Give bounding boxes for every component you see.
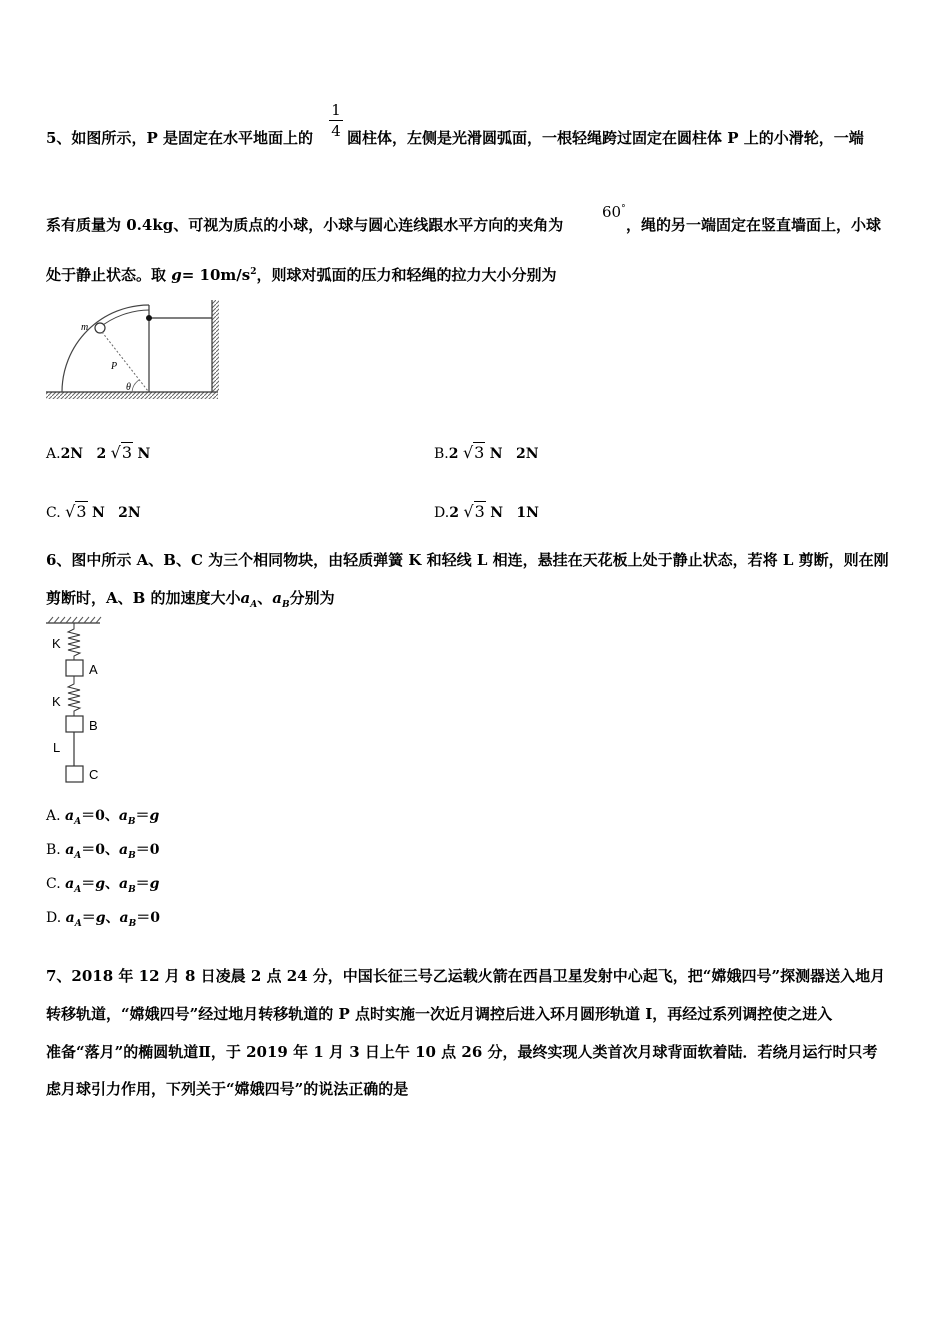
q5-line1-b: 圆柱体，左侧是光滑圆弧面，一根轻绳跨过固定在圆柱体 P 上的小滑轮，一端	[347, 129, 864, 147]
q6-fig-a: A	[89, 662, 98, 677]
q6-fig-k1: K	[52, 636, 61, 651]
q5-line2-a: 系有质量为 0.4kg、可视为质点的小球，小球与圆心连线跟水平方向的夹角为	[46, 216, 564, 234]
q5-line2-b: ，绳的另一端固定在竖直墙面上，小球	[626, 216, 882, 234]
q7-line3: 准备“落月”的椭圆轨道Ⅱ，于 2019 年 1 月 3 日上午 10 点 26 分，最终实现人类首次月球背面软着陆．若绕月运行时只考	[46, 1043, 878, 1061]
q5-option-c[interactable]: C. √3 N 2N	[46, 502, 141, 521]
q6-fig-l: L	[53, 740, 61, 755]
q5-frac-den: 4	[331, 122, 341, 140]
q6-option-b[interactable]: B. $a_A=0$、$a_B=0$	[46, 842, 160, 861]
q6-option-d[interactable]: D. $a_A=g$、$a_B=0$	[46, 910, 160, 929]
q6-fig-b: B	[89, 718, 98, 733]
q6-fig-k2: K	[52, 694, 61, 709]
q6-option-c[interactable]: C. $a_A=g$、$a_B=g$	[46, 876, 160, 895]
q5-option-d[interactable]: D.2 √3 N 1N	[434, 502, 539, 521]
q5-angle: 60°	[602, 203, 626, 221]
q5-option-b[interactable]: B.2 √3 N 2N	[434, 443, 539, 462]
q5-fig-theta: θ	[126, 382, 131, 393]
q7-line1: 7、2018 年 12 月 8 日凌晨 2 点 24 分，中国长征三号乙运载火箭在西昌卫星发射中心起飞，把“嫦娥四号”探测器送入地月	[46, 967, 886, 985]
q6-figure	[44, 614, 114, 790]
q5-fig-m: m	[81, 322, 89, 333]
q5-option-a[interactable]: A.2N 2 √3 N	[46, 443, 151, 462]
q6-line1: 6、图中所示 A、B、C 为三个相同物块，由轻质弹簧 K 和轻线 L 相连，悬挂在天花板上处于静止状态，若将 L 剪断，则在刚	[46, 551, 889, 569]
q6-fig-c: C	[89, 767, 99, 782]
q5-frac-num: 1	[331, 101, 341, 119]
q7-line4: 虑月球引力作用，下列关于“嫦娥四号”的说法正确的是	[46, 1080, 409, 1098]
q6-line2: 剪断时，A、B 的加速度大小$a_A$、$a_B$分别为	[46, 589, 335, 610]
q6-option-a[interactable]: A. $a_A=0$、$a_B=g$	[46, 808, 160, 827]
q7-line2: 转移轨道，“嫦娥四号”经过地月转移轨道的 P 点时实施一次近月调控后进入环月圆形轨道 I，再经过系列调控使之进入	[46, 1005, 833, 1023]
q5-fraction	[329, 101, 343, 140]
q5-fig-p: P	[111, 361, 118, 372]
q5-line1-a: 5、如图所示，P 是固定在水平地面上的	[46, 129, 313, 147]
q5-figure	[44, 296, 226, 406]
q5-line3: 处于静止状态。取 $g= 10m/s^2$，则球对弧面的压力和轻绳的拉力大小分别为	[46, 266, 557, 284]
